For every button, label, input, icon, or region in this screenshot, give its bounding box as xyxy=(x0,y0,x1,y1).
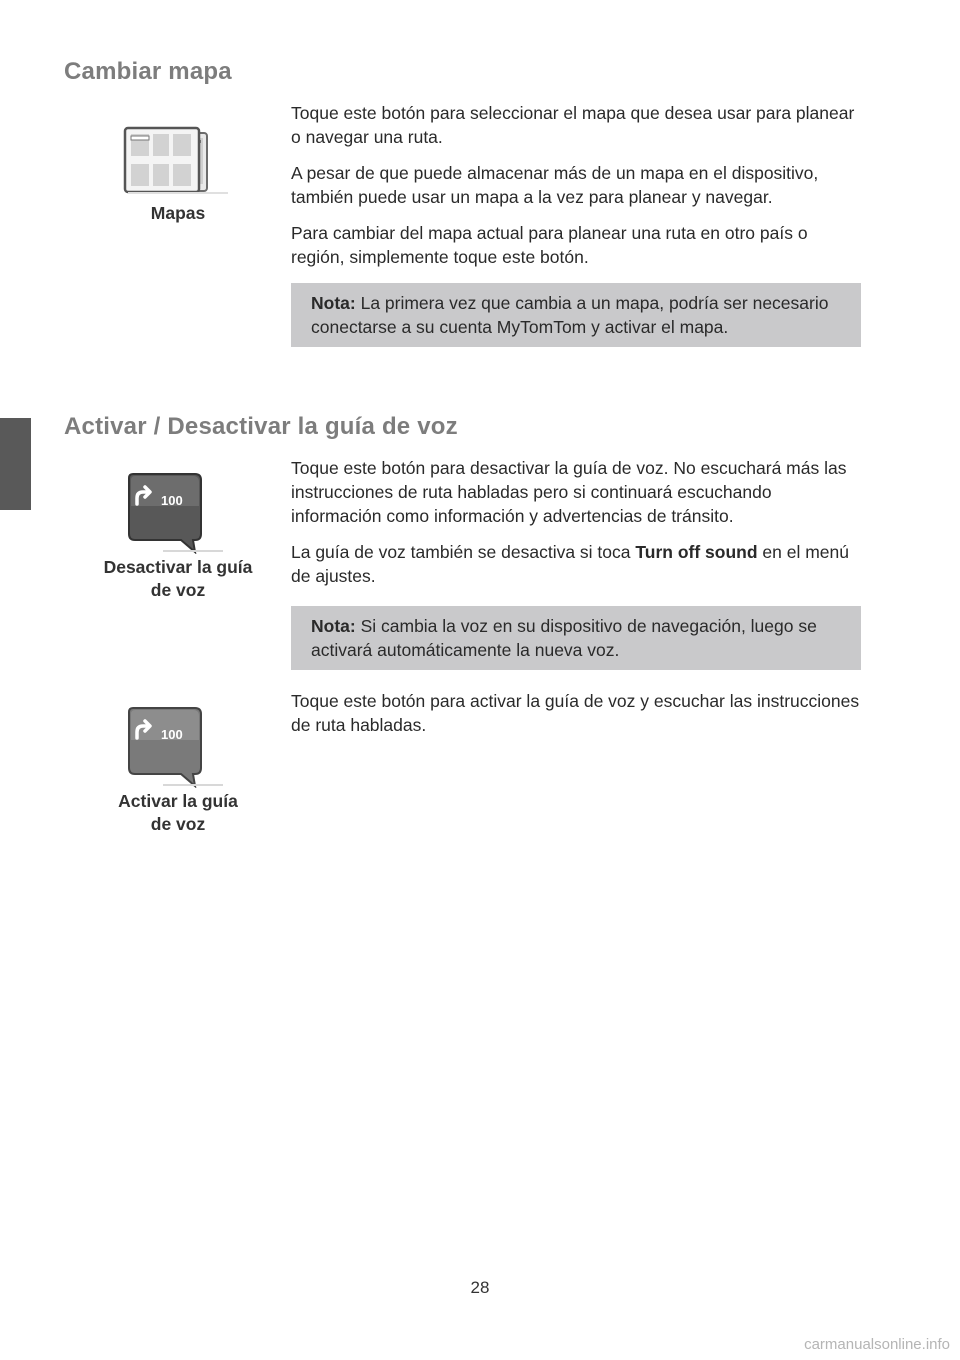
paragraph xyxy=(291,540,861,588)
voice-guidance-off-button[interactable] xyxy=(92,472,264,602)
paragraph: Toque este botón para seleccionar el mapa que desea usar para planear o navegar una ruta. xyxy=(291,103,855,147)
maps-icon xyxy=(123,126,233,194)
voice-speech-bubble-icon xyxy=(123,706,233,788)
section1-text xyxy=(291,101,861,357)
section-heading-guia-de-voz: Activar / Desactivar la guía de voz xyxy=(64,413,458,440)
page-number: 28 xyxy=(470,1278,490,1297)
paragraph: Para cambiar del mapa actual para planear una ruta en otro país o región, simplemente toque este botón. xyxy=(291,223,808,267)
chapter-tab-marker xyxy=(0,418,31,510)
note-text: La primera vez que cambia a un mapa, podría ser necesario conectarse a su cuenta MyTomTom y activar el mapa. xyxy=(311,293,829,337)
label-line: Activar la guía xyxy=(118,791,238,811)
note-label: Nota: xyxy=(311,616,356,636)
voice-guidance-on-button[interactable] xyxy=(92,706,264,836)
section2-on-text xyxy=(291,689,861,749)
maps-button[interactable] xyxy=(92,126,264,225)
note-text: Si cambia la voz en su dispositivo de navegación, luego se activará automáticamente la nueva voz. xyxy=(311,616,817,660)
label-line: Desactivar la guía xyxy=(103,557,253,577)
paragraph: Toque este botón para desactivar la guía de voz. No escuchará más las instrucciones de ruta habladas pero si continuará escuchando información como información y advertencias de tránsito. xyxy=(291,458,847,526)
note-box xyxy=(291,606,861,670)
distance-text: 100 xyxy=(161,727,183,742)
text-run: La guía de voz también se desactiva si toca xyxy=(291,542,636,562)
watermark: carmanualsonline.info xyxy=(804,1336,950,1353)
section-heading-cambiar-mapa: Cambiar mapa xyxy=(64,58,232,85)
distance-text: 100 xyxy=(161,493,183,508)
paragraph: Toque este botón para activar la guía de voz y escuchar las instrucciones de ruta habladas. xyxy=(291,691,860,735)
note-box xyxy=(291,283,861,347)
note-label: Nota: xyxy=(311,293,356,313)
label-line: de voz xyxy=(150,580,206,600)
paragraph: A pesar de que puede almacenar más de un mapa en el dispositivo, también puede usar un mapa a la vez para planear y navegar. xyxy=(291,163,819,207)
section2-off-text xyxy=(291,456,861,680)
maps-button-label: Mapas xyxy=(150,203,206,223)
label-line: de voz xyxy=(150,814,206,834)
voice-speech-bubble-icon xyxy=(123,472,233,554)
voice-off-label xyxy=(92,556,264,602)
menu-reference: Turn off sound xyxy=(635,542,758,562)
voice-on-label xyxy=(92,790,264,836)
text-run: en el menú de ajustes. xyxy=(291,542,849,586)
